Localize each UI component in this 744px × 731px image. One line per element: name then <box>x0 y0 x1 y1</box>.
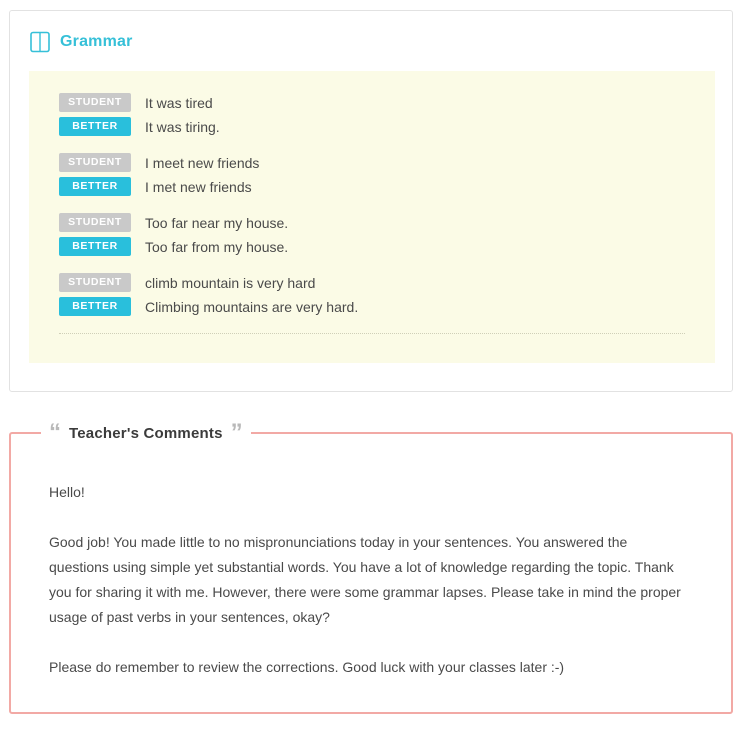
better-tag: BETTER <box>59 177 131 196</box>
correction-pair <box>59 153 685 196</box>
student-tag: STUDENT <box>59 93 131 112</box>
grammar-header <box>10 11 732 53</box>
section-divider <box>59 333 685 334</box>
close-quote-icon: ” <box>230 419 243 446</box>
correction-pair <box>59 273 685 316</box>
comment-paragraph: Hello! <box>49 484 85 500</box>
student-tag: STUDENT <box>59 273 131 292</box>
student-tag: STUDENT <box>59 153 131 172</box>
student-tag: STUDENT <box>59 213 131 232</box>
better-tag: BETTER <box>59 237 131 256</box>
student-sentence: Too far near my house. <box>145 215 289 231</box>
book-icon <box>30 31 50 53</box>
student-sentence: It was tired <box>145 95 213 111</box>
teacher-comments-card <box>9 419 733 714</box>
teacher-comments-title: Teacher's Comments <box>69 424 223 442</box>
comment-paragraph: Good job! You made little to no mispronunciations today in your sentences. You answered the questions using simple yet substantial words. You have a lot of knowledge regarding the topic. Thank you for sharing it with me. However, there were some grammar lapses. Please take in mind the proper usage of past verbs in your sentences, okay? <box>49 534 681 625</box>
grammar-title: Grammar <box>60 33 133 50</box>
better-tag: BETTER <box>59 117 131 136</box>
teacher-comments-legend <box>41 420 251 446</box>
student-line <box>59 93 685 112</box>
better-tag: BETTER <box>59 297 131 316</box>
student-sentence: I meet new friends <box>145 155 260 171</box>
student-sentence: climb mountain is very hard <box>145 275 316 291</box>
better-sentence: Climbing mountains are very hard. <box>145 299 359 315</box>
student-line <box>59 273 685 292</box>
better-line <box>59 297 685 316</box>
grammar-corrections-panel <box>29 71 715 363</box>
comment-paragraph: Please do remember to review the corrections. Good luck with your classes later :-) <box>49 659 565 675</box>
better-line <box>59 117 685 136</box>
better-sentence: I met new friends <box>145 179 252 195</box>
student-line <box>59 213 685 232</box>
better-sentence: Too far from my house. <box>145 239 289 255</box>
open-quote-icon: “ <box>49 419 61 446</box>
teacher-comments-body <box>11 434 731 680</box>
correction-pair <box>59 213 685 256</box>
better-line <box>59 237 685 256</box>
grammar-card <box>9 10 733 392</box>
better-line <box>59 177 685 196</box>
better-sentence: It was tiring. <box>145 119 220 135</box>
correction-pair <box>59 93 685 136</box>
student-line <box>59 153 685 172</box>
